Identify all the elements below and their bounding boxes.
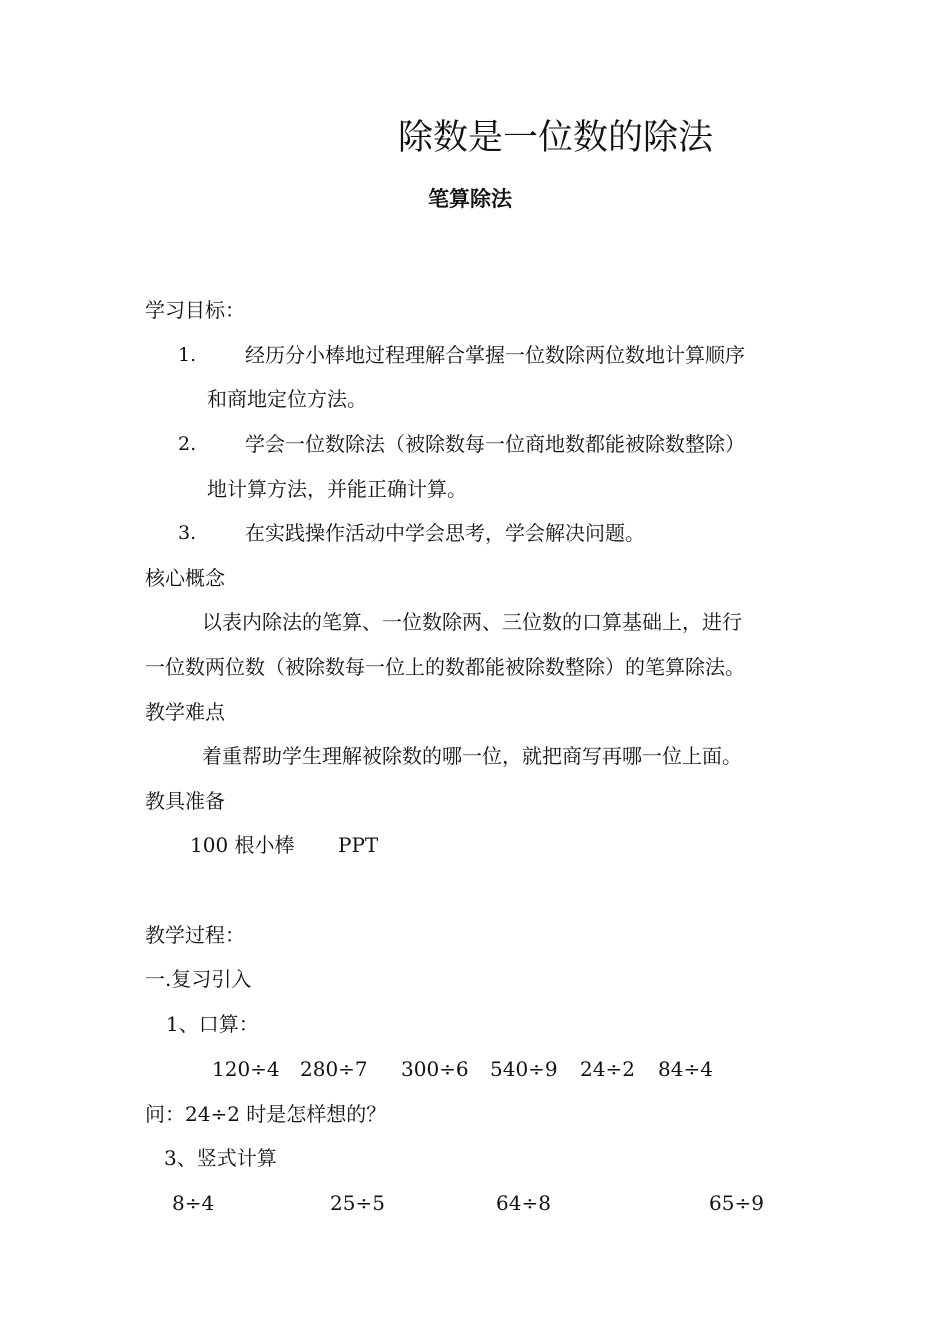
core-concept-line1: 以表内除法的笔算、一位数除两、三位数的口算基础上，进行 bbox=[202, 610, 742, 634]
oral-calculation-label: 1、口算： bbox=[166, 1012, 259, 1036]
oral-problem: 120÷4 bbox=[212, 1057, 280, 1081]
objective-2-number: 2. bbox=[178, 433, 197, 455]
vertical-problem: 8÷4 bbox=[172, 1191, 215, 1215]
vertical-problem: 25÷5 bbox=[330, 1191, 385, 1215]
objective-3-line1: 在实践操作活动中学会思考，学会解决问题。 bbox=[245, 521, 645, 545]
vertical-problem: 64÷8 bbox=[496, 1191, 551, 1215]
difficulty-text: 着重帮助学生理解被除数的哪一位，就把商写再哪一位上面。 bbox=[202, 744, 742, 768]
page-title: 除数是一位数的除法 bbox=[398, 118, 714, 158]
oral-problem: 300÷6 bbox=[401, 1057, 469, 1081]
page-subtitle: 笔算除法 bbox=[428, 187, 512, 211]
review-question: 问：24÷2 时是怎样想的？ bbox=[145, 1102, 387, 1126]
vertical-problem: 65÷9 bbox=[709, 1191, 764, 1215]
core-concept-heading: 核心概念 bbox=[145, 566, 225, 590]
tools-item-sticks: 100 根小棒 bbox=[190, 833, 295, 857]
objective-2-line1: 学会一位数除法（被除数每一位商地数都能被除数整除） bbox=[245, 432, 745, 456]
objective-1-line1: 经历分小棒地过程理解合掌握一位数除两位数地计算顺序 bbox=[245, 343, 745, 367]
section-review-intro: 一.复习引入 bbox=[145, 967, 252, 991]
tools-heading: 教具准备 bbox=[145, 789, 225, 813]
oral-problem: 84÷4 bbox=[658, 1057, 713, 1081]
tools-item-ppt: PPT bbox=[338, 833, 379, 857]
difficulty-heading: 教学难点 bbox=[145, 700, 225, 724]
core-concept-line2: 一位数两位数（被除数每一位上的数都能被除数整除）的笔算除法。 bbox=[145, 655, 745, 679]
oral-problem: 540÷9 bbox=[490, 1057, 558, 1081]
oral-problem: 24÷2 bbox=[580, 1057, 635, 1081]
objective-1-number: 1. bbox=[178, 344, 197, 366]
objectives-heading: 学习目标： bbox=[145, 298, 245, 322]
objective-3-number: 3. bbox=[178, 522, 197, 544]
process-heading: 教学过程： bbox=[145, 923, 245, 947]
objective-1-line2: 和商地定位方法。 bbox=[207, 387, 367, 411]
objective-2-line2: 地计算方法，并能正确计算。 bbox=[207, 477, 467, 501]
oral-problem: 280÷7 bbox=[300, 1057, 368, 1081]
vertical-calculation-label: 3、竖式计算 bbox=[164, 1146, 277, 1170]
